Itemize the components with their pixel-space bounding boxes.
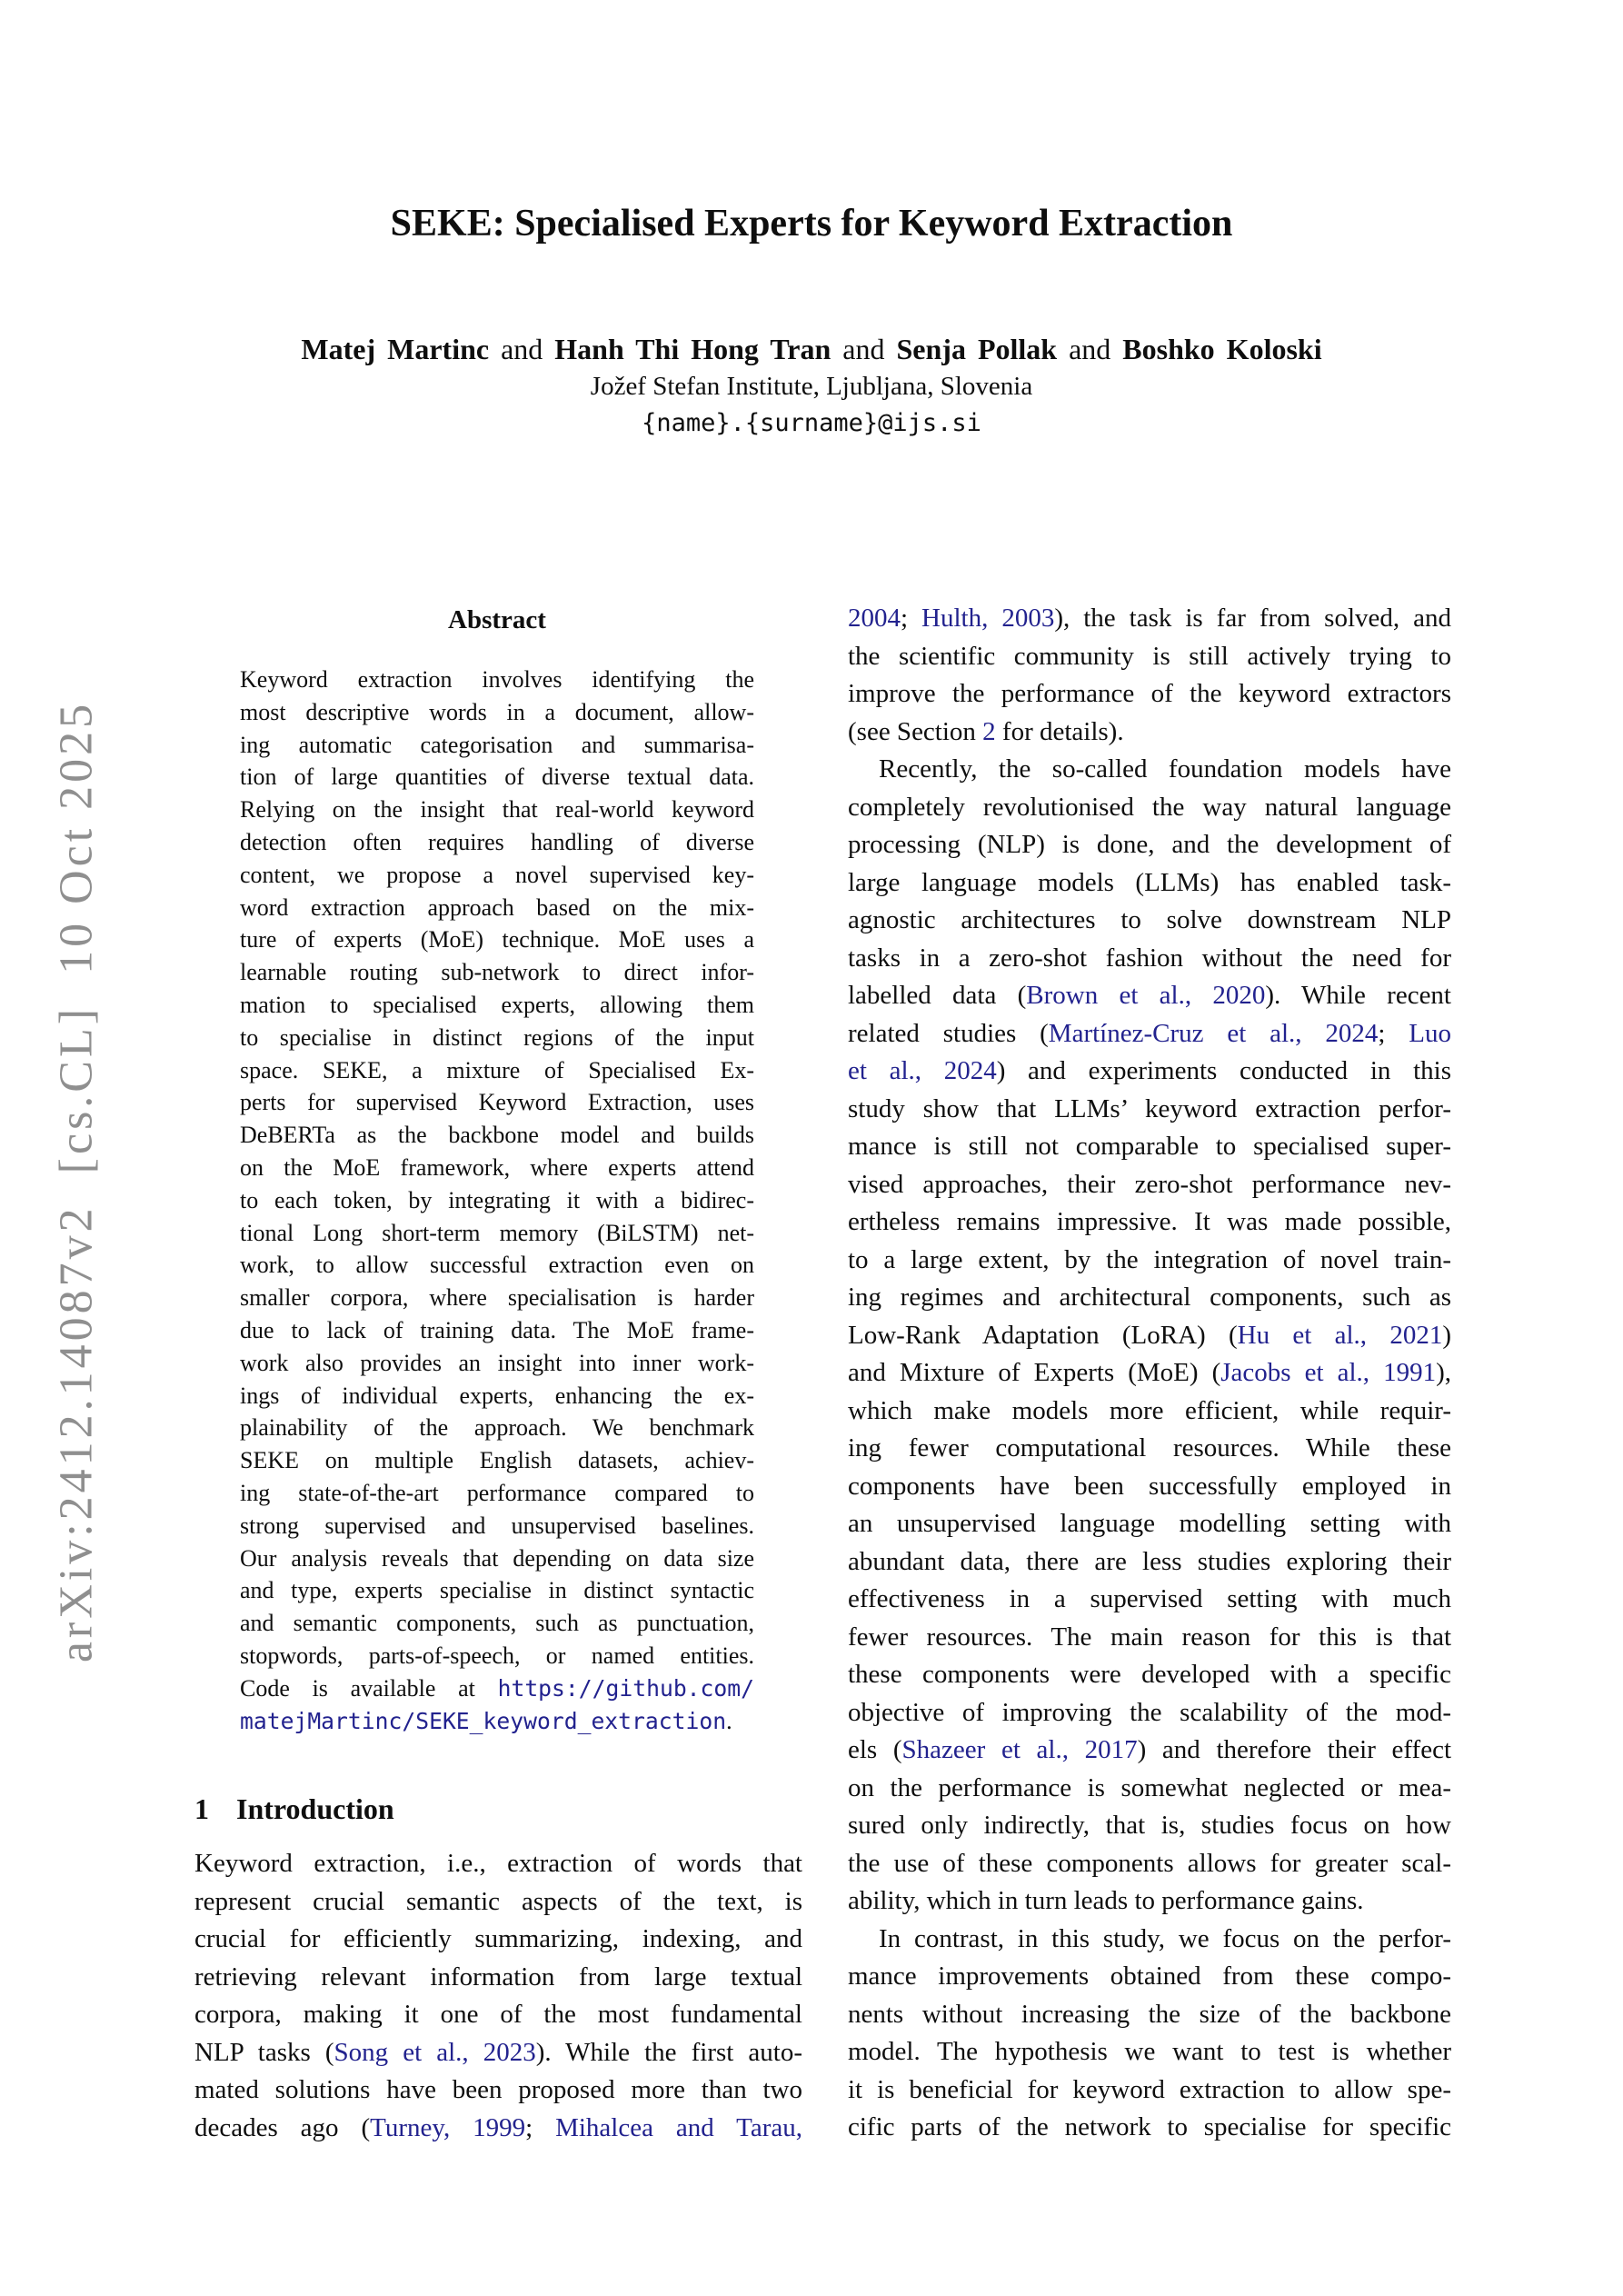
text-segment: ture of experts (MoE) technique. MoE uses a (240, 926, 754, 953)
text-line (848, 789, 1451, 827)
text-line (848, 1393, 1451, 1431)
text-segment: sured only indirectly, that is, studies focus on how (848, 1811, 1451, 1840)
text-segment: these components were developed with a specific (848, 1660, 1451, 1689)
text-segment: to each token, by integrating it with a bidirec- (240, 1186, 754, 1213)
text-line (194, 1959, 802, 1997)
text-line (240, 826, 754, 859)
text-line (240, 1054, 754, 1087)
text-line (240, 1184, 754, 1217)
text-segment: tion of large quantities of diverse textual data. (240, 764, 754, 791)
text-segment: ; (901, 604, 922, 633)
text-line (848, 714, 1451, 752)
text-segment: the scientific community is still actively trying to (848, 641, 1451, 671)
text-line (848, 1845, 1451, 1883)
left-column-body (194, 1845, 802, 2147)
text-line (848, 1882, 1451, 1921)
text-line (848, 1242, 1451, 1280)
text-line (194, 2071, 802, 2110)
text-line (848, 1468, 1451, 1506)
text-line (240, 1444, 754, 1477)
text-segment: ing state-of-the-art performance compared to (240, 1479, 754, 1506)
text-segment: effectiveness in a supervised setting with much (848, 1584, 1451, 1613)
text-segment: it is beneficial for keyword extraction to allow spe- (848, 2074, 1451, 2104)
text-segment: and Mixture of Experts (MoE) ( (848, 1358, 1221, 1387)
citation-link[interactable]: Martínez-Cruz et al., 2024 (1048, 1018, 1379, 1048)
text-segment: to a large extent, by the integration of novel train- (848, 1244, 1451, 1274)
text-segment: ). While recent (1265, 981, 1451, 1010)
text-line (848, 1732, 1451, 1770)
text-line (240, 1249, 754, 1282)
text-segment: strong supervised and unsupervised baselines. (240, 1512, 754, 1539)
text-line (240, 1119, 754, 1152)
section-title: Introduction (236, 1792, 394, 1825)
text-segment: agnostic architectures to solve downstream NLP (848, 905, 1451, 934)
text-line (848, 940, 1451, 978)
text-line (240, 696, 754, 729)
text-line (848, 826, 1451, 864)
citation-link[interactable]: 2004 (848, 604, 901, 633)
email-address: {name}.{surname}@ijs.si (642, 409, 981, 437)
text-segment: tasks in a zero-shot fashion without the need for (848, 943, 1451, 973)
text-line (848, 1317, 1451, 1355)
text-segment: stopwords, parts-of-speech, or named entities. (240, 1642, 754, 1669)
text-line (848, 1996, 1451, 2034)
text-line (240, 956, 754, 989)
text-line (240, 1086, 754, 1119)
citation-link[interactable]: 2 (982, 716, 996, 746)
citation-link[interactable]: et al., 2024 (848, 1056, 997, 1085)
text-segment: mation to specialised experts, allowing them (240, 991, 754, 1018)
text-line (194, 1996, 802, 2034)
text-line (848, 902, 1451, 940)
text-segment: to specialise in distinct regions of the input (240, 1023, 754, 1051)
text-segment: SEKE on multiple English datasets, achiev- (240, 1447, 754, 1474)
text-segment: due to lack of training data. The MoE frame- (240, 1316, 754, 1343)
text-segment: ), (1436, 1358, 1452, 1387)
citation-link[interactable]: Luo (1409, 1018, 1452, 1048)
text-line (240, 761, 754, 794)
text-line (240, 1314, 754, 1347)
text-line (848, 1505, 1451, 1543)
text-segment: DeBERTa as the backbone model and builds (240, 1122, 754, 1149)
text-line (240, 1705, 754, 1738)
text-segment: ertheless remains impressive. It was made possible, (848, 1207, 1451, 1236)
text-segment: ; (1378, 1018, 1409, 1048)
text-line (848, 864, 1451, 903)
text-segment: on the performance is somewhat neglected or mea- (848, 1772, 1451, 1802)
text-segment: Recently, the so-called foundation models have (879, 754, 1451, 784)
text-line (848, 1921, 1451, 1959)
text-line (848, 638, 1451, 676)
text-line (240, 1022, 754, 1054)
text-segment: and type, experts specialise in distinct syntactic (240, 1577, 754, 1604)
citation-link[interactable]: Jacobs et al., 1991 (1220, 1358, 1437, 1387)
text-segment: plainability of the approach. We benchmark (240, 1414, 754, 1442)
text-segment: . (726, 1707, 732, 1734)
text-line (848, 600, 1451, 638)
text-segment: els ( (848, 1735, 902, 1764)
text-line (240, 923, 754, 956)
text-segment: and (489, 333, 555, 365)
text-line (240, 1282, 754, 1314)
text-segment: and semantic components, such as punctuation, (240, 1610, 754, 1637)
text-line (848, 1770, 1451, 1808)
text-segment: retrieving relevant information from large textual (194, 1962, 802, 1992)
text-line (240, 1640, 754, 1672)
text-line (240, 892, 754, 924)
citation-link[interactable]: Shazeer et al., 2017 (901, 1735, 1138, 1764)
right-column-body (848, 600, 1451, 2147)
text-line (848, 1694, 1451, 1732)
text-segment: vised approaches, their zero-shot performance nev- (848, 1169, 1451, 1199)
text-line (194, 2110, 802, 2148)
text-segment: ), the task is far from solved, and (1054, 604, 1451, 633)
arxiv-watermark: arXiv:2412.14087v2 [cs.CL] 10 Oct 2025 (50, 700, 103, 1663)
text-line (240, 989, 754, 1022)
text-line (848, 1958, 1451, 1996)
text-line (848, 2109, 1451, 2147)
text-segment: completely revolutionised the way natural language (848, 792, 1451, 822)
text-segment: processing (NLP) is done, and the development of (848, 830, 1451, 859)
text-segment: and (1057, 333, 1123, 365)
text-line (240, 859, 754, 892)
text-line (848, 1656, 1451, 1694)
text-segment: mance is still not comparable to specialised super- (848, 1132, 1451, 1161)
text-segment: ing regimes and architectural components, such as (848, 1283, 1451, 1312)
text-line (240, 1217, 754, 1250)
text-segment: for details). (995, 716, 1124, 746)
text-line (848, 1581, 1451, 1619)
text-line (848, 675, 1451, 714)
text-segment: most descriptive words in a document, allow- (240, 698, 754, 725)
text-segment: space. SEKE, a mixture of Specialised Ex- (240, 1056, 754, 1083)
text-segment: In contrast, in this study, we focus on the perfor- (879, 1923, 1451, 1953)
text-segment: decades ago ( (194, 2112, 371, 2142)
text-line (240, 1672, 754, 1705)
text-segment: cific parts of the network to specialise for specific (848, 2112, 1451, 2141)
url-link[interactable]: https://github.com/ (497, 1674, 754, 1702)
text-segment: Relying on the insight that real-world keyword (240, 796, 754, 824)
text-line (240, 794, 754, 826)
citation-link[interactable]: Hu et al., 2021 (1237, 1320, 1443, 1350)
text-segment: ) and therefore their effect (1137, 1735, 1452, 1764)
text-line (240, 1607, 754, 1640)
text-line (848, 1015, 1451, 1053)
text-segment: crucial for efficiently summarizing, indexing, and (194, 1924, 802, 1953)
text-segment: ings of individual experts, enhancing the ex- (240, 1382, 754, 1409)
text-segment: Keyword extraction, i.e., extraction of words that (194, 1849, 802, 1878)
abstract-heading: Abstract (448, 605, 546, 634)
text-line (848, 1203, 1451, 1242)
text-line (848, 1354, 1451, 1393)
text-segment: ) and experiments conducted in this (996, 1056, 1451, 1085)
text-segment: nents without increasing the size of the backbone (848, 1999, 1451, 2029)
text-segment: large language models (LLMs) has enabled task- (848, 867, 1451, 897)
text-segment: work also provides an insight into inner work- (240, 1349, 754, 1376)
text-line (848, 1807, 1451, 1845)
text-line (848, 1053, 1451, 1091)
text-line (848, 1543, 1451, 1582)
text-segment: components have been successfully employed in (848, 1471, 1451, 1501)
authors-line (0, 333, 1623, 366)
text-line (240, 1542, 754, 1575)
text-segment: ing fewer computational resources. While these (848, 1433, 1451, 1462)
text-segment: detection often requires handling of diverse (240, 828, 754, 855)
text-line (240, 1152, 754, 1184)
text-segment: Low-Rank Adaptation (LoRA) ( (848, 1320, 1238, 1350)
text-segment: mated solutions have been proposed more than two (194, 2075, 802, 2104)
author-name: Boshko Koloski (1122, 333, 1322, 365)
text-segment: fewer resources. The main reason for this is that (848, 1622, 1451, 1652)
citation-link[interactable]: Song et al., 2023 (334, 2037, 536, 2067)
paper-title: SEKE: Specialised Experts for Keyword Extraction (390, 203, 1233, 245)
text-segment: model. The hypothesis we want to test is whether (848, 2037, 1451, 2066)
text-segment: work, to allow successful extraction even on (240, 1252, 754, 1279)
text-segment: related studies ( (848, 1018, 1049, 1048)
text-segment: NLP tasks ( (194, 2037, 334, 2067)
text-line (240, 664, 754, 696)
text-line (194, 1921, 802, 1959)
text-line (848, 1619, 1451, 1657)
text-line (240, 1380, 754, 1413)
text-segment: Code is available at (240, 1674, 498, 1702)
text-line (848, 2071, 1451, 2110)
citation-link[interactable]: Hulth, 2003 (921, 604, 1055, 633)
text-segment: ability, which in turn leads to performance gains. (848, 1886, 1364, 1915)
section-number: 1 (194, 1792, 209, 1825)
text-segment: content, we propose a novel supervised key- (240, 861, 754, 888)
section-heading-introduction (194, 1792, 394, 1826)
citation-link[interactable]: Brown et al., 2020 (1026, 981, 1266, 1010)
text-segment: mance improvements obtained from these compo- (848, 1962, 1451, 1991)
affiliation: Jožef Stefan Institute, Ljubljana, Slovenia (590, 372, 1033, 401)
author-name: Hanh Thi Hong Tran (554, 333, 831, 365)
text-segment: Our analysis reveals that depending on data size (240, 1544, 754, 1572)
text-segment: Keyword extraction involves identifying the (240, 666, 754, 693)
author-name: Senja Pollak (896, 333, 1058, 365)
text-line (848, 2033, 1451, 2071)
text-segment: learnable routing sub-network to direct infor- (240, 959, 754, 986)
text-line (848, 1091, 1451, 1129)
text-line (0, 333, 1623, 366)
text-line (240, 1510, 754, 1542)
text-segment: ). While the first auto- (535, 2037, 802, 2067)
text-segment: ; (525, 2112, 556, 2142)
text-segment: labelled data ( (848, 981, 1027, 1010)
text-segment: and (831, 333, 897, 365)
text-segment: smaller corpora, where specialisation is harder (240, 1284, 754, 1312)
text-segment: tional Long short-term memory (BiLSTM) net- (240, 1219, 754, 1246)
text-segment: ) (1442, 1320, 1451, 1350)
text-segment: the use of these components allows for greater scal- (848, 1848, 1451, 1878)
text-line (240, 1412, 754, 1444)
citation-link[interactable]: Mihalcea and Tarau, (555, 2112, 802, 2142)
text-line (848, 1430, 1451, 1468)
author-name: Matej Martinc (301, 333, 490, 365)
text-segment: perts for supervised Keyword Extraction, uses (240, 1089, 754, 1116)
text-segment: ing automatic categorisation and summarisa- (240, 731, 754, 758)
text-segment: on the MoE framework, where experts attend (240, 1153, 754, 1181)
url-link[interactable]: matejMartinc/SEKE_keyword_extraction (240, 1707, 727, 1734)
text-line (848, 1128, 1451, 1166)
text-segment: corpora, making it one of the most fundamental (194, 2000, 802, 2029)
text-line (194, 1845, 802, 1883)
text-line (240, 729, 754, 762)
text-line (240, 1477, 754, 1510)
citation-link[interactable]: Turney, 1999 (370, 2112, 526, 2142)
text-segment: improve the performance of the keyword extractors (848, 679, 1451, 708)
text-segment: word extraction approach based on the mix- (240, 893, 754, 921)
text-segment: study show that LLMs’ keyword extraction perfor- (848, 1093, 1451, 1123)
text-line (194, 2034, 802, 2072)
text-line (848, 1166, 1451, 1204)
text-line (848, 1279, 1451, 1317)
text-segment: which make models more efficient, while requir- (848, 1395, 1451, 1425)
text-line (194, 1883, 802, 1922)
text-segment: (see Section (848, 716, 983, 746)
text-line (240, 1574, 754, 1607)
text-line (240, 1347, 754, 1380)
text-segment: an unsupervised language modelling setting with (848, 1509, 1451, 1538)
text-line (848, 977, 1451, 1015)
text-segment: objective of improving the scalability of the mod- (848, 1697, 1451, 1727)
text-segment: represent crucial semantic aspects of the text, is (194, 1886, 802, 1916)
text-line (848, 751, 1451, 789)
abstract-body (240, 664, 754, 1737)
text-segment: abundant data, there are less studies exploring their (848, 1546, 1451, 1576)
